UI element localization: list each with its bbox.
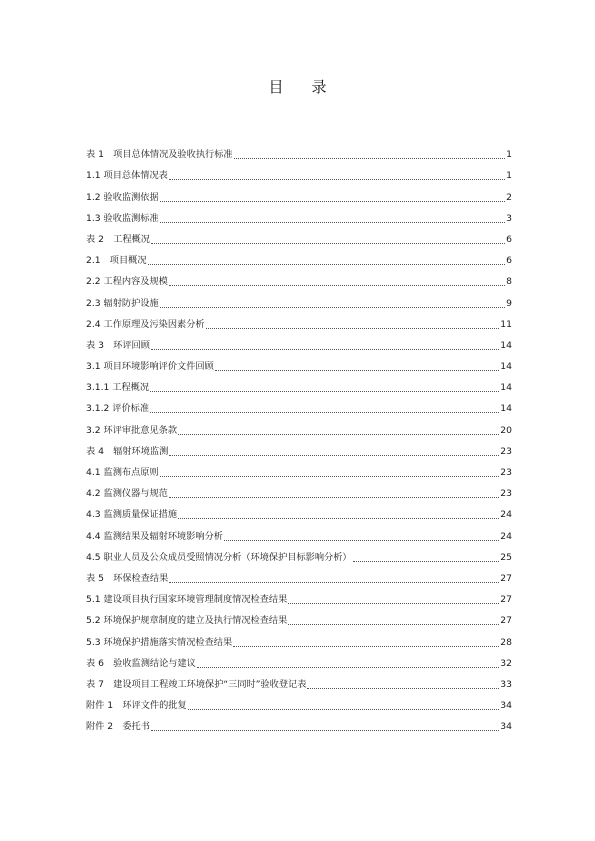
toc-entry-text: 表 1 项目总体情况及验收执行标准 [86, 149, 233, 161]
toc-entry[interactable] [86, 415, 512, 436]
toc-entry-page: 8 [506, 276, 512, 288]
toc-entry-text: 2.2 工程内容及规模 [86, 276, 168, 288]
toc-dot-leader [288, 623, 499, 625]
toc-entry-text: 4.4 监测结果及辐射环境影响分析 [86, 530, 223, 542]
toc-dot-leader [150, 390, 499, 392]
toc-entry-text: 4.1 监测布点原则 [86, 467, 159, 478]
toc-dot-leader [206, 327, 500, 329]
toc-dot-leader [160, 200, 505, 202]
toc-entry-text: 附件 2 委托书 [86, 721, 150, 733]
toc-entry[interactable] [86, 691, 512, 712]
toc-entry-page: 24 [500, 530, 512, 542]
toc-entry[interactable] [86, 627, 512, 648]
toc-dot-leader [224, 539, 499, 541]
toc-entry-page: 33 [500, 678, 512, 690]
toc-dot-leader [188, 708, 500, 710]
toc-dot-leader [169, 581, 499, 583]
toc-entry[interactable] [86, 373, 512, 394]
toc-dot-leader [150, 411, 499, 413]
toc-entry-page: 28 [500, 636, 512, 648]
toc-entry-text: 2.3 辐射防护设施 [86, 297, 159, 309]
toc-entry[interactable] [86, 394, 512, 415]
toc-entry[interactable] [86, 500, 512, 521]
toc-entry-text: 表 4 辐射环境监测 [86, 445, 169, 457]
toc-entry-text: 表 3 环评回顾 [86, 339, 150, 351]
toc-entry-text: 3.1 项目环境影响评价文件回顾 [86, 361, 214, 373]
toc-entry-text: 表 5 环保检查结果 [86, 572, 169, 584]
toc-dot-leader [160, 221, 505, 223]
toc-entry-text: 2.1 项目概况 [86, 255, 147, 267]
toc-entry-page: 23 [500, 488, 512, 500]
toc-entry[interactable] [86, 246, 512, 267]
toc-dot-leader [169, 284, 505, 286]
toc-dot-leader [234, 157, 506, 159]
toc-entry[interactable] [86, 267, 512, 288]
toc-entry-page: 2 [506, 191, 512, 203]
toc-entry[interactable] [86, 458, 512, 479]
toc-entry-text: 4.3 监测质量保证措施 [86, 509, 178, 521]
toc-dot-leader [169, 496, 499, 498]
toc-entry[interactable] [86, 543, 512, 564]
toc-entry-text: 1.1 项目总体情况表 [86, 170, 168, 182]
toc-dot-leader [215, 369, 500, 371]
toc-entry-page: 1 [506, 170, 512, 182]
toc-dot-leader [160, 306, 505, 308]
toc-entry-text: 附件 1 环评文件的批复 [86, 700, 187, 712]
toc-entry-text: 4.5 职业人员及公众成员受照情况分析（环境保护目标影响分析） [86, 551, 352, 563]
toc-entry-text: 5.1 建设项目执行国家环境管理制度情况检查结果 [86, 594, 288, 606]
toc-dot-leader [151, 242, 505, 244]
toc-list [86, 140, 512, 733]
toc-dot-leader [353, 560, 500, 562]
toc-entry-text: 2.4 工作原理及污染因素分析 [86, 318, 205, 330]
toc-entry[interactable] [86, 140, 512, 161]
toc-dot-leader [288, 602, 499, 604]
toc-entry[interactable] [86, 479, 512, 500]
toc-dot-leader [169, 454, 499, 456]
toc-title-right: 录 [311, 78, 327, 96]
toc-entry-page: 27 [500, 615, 512, 627]
toc-dot-leader [169, 178, 505, 180]
toc-dot-leader [178, 433, 499, 435]
toc-entry-text: 表 6 验收监测结论与建议 [86, 657, 196, 669]
toc-entry[interactable] [86, 182, 512, 203]
toc-entry-text: 5.3 环境保护措施落实情况检查结果 [86, 636, 233, 648]
toc-entry[interactable] [86, 204, 512, 225]
toc-entry-text: 5.2 环境保护规章制度的建立及执行情况检查结果 [86, 615, 288, 627]
toc-entry[interactable] [86, 225, 512, 246]
toc-entry[interactable] [86, 352, 512, 373]
toc-entry-page: 32 [500, 657, 512, 669]
toc-entry-page: 6 [506, 233, 512, 245]
toc-entry[interactable] [86, 670, 512, 691]
toc-entry[interactable] [86, 437, 512, 458]
toc-entry-page: 34 [500, 700, 512, 712]
toc-entry[interactable] [86, 564, 512, 585]
toc-entry-page: 9 [506, 297, 512, 309]
toc-entry-page: 1 [506, 149, 512, 161]
toc-entry-page: 27 [500, 572, 512, 584]
toc-title [0, 76, 595, 97]
toc-entry[interactable] [86, 712, 512, 733]
toc-entry-page: 34 [500, 721, 512, 733]
toc-entry[interactable] [86, 649, 512, 670]
toc-entry-page: 14 [500, 339, 512, 351]
toc-entry[interactable] [86, 161, 512, 182]
toc-dot-leader [151, 729, 499, 731]
toc-dot-leader [197, 666, 499, 668]
toc-entry-text: 表 7 建设项目工程竣工环境保护“三同时”验收登记表 [86, 678, 307, 690]
toc-entry[interactable] [86, 288, 512, 309]
toc-entry-text: 1.2 验收监测依据 [86, 191, 159, 203]
toc-title-left: 目 [268, 78, 284, 96]
toc-dot-leader [148, 263, 506, 265]
toc-dot-leader [233, 645, 499, 647]
toc-entry-text: 4.2 监测仪器与规范 [86, 488, 168, 500]
toc-entry-page: 23 [500, 467, 512, 478]
toc-dot-leader [151, 348, 499, 350]
toc-entry-text: 表 2 工程概况 [86, 233, 150, 245]
toc-entry-page: 14 [500, 361, 512, 373]
toc-entry[interactable] [86, 310, 512, 331]
toc-entry[interactable] [86, 521, 512, 542]
toc-entry-text: 1.3 验收监测标准 [86, 212, 159, 224]
toc-entry[interactable] [86, 585, 512, 606]
toc-dot-leader [178, 517, 499, 519]
toc-entry-page: 6 [506, 255, 512, 267]
toc-entry-page: 3 [506, 212, 512, 224]
toc-dot-leader [160, 475, 500, 477]
toc-entry[interactable] [86, 331, 512, 352]
toc-entry-text: 3.1.1 工程概况 [86, 382, 150, 394]
toc-entry-page: 14 [500, 403, 512, 415]
toc-entry-text: 3.2 环评审批意见条款 [86, 424, 178, 436]
toc-entry-page: 20 [500, 424, 512, 436]
toc-entry-page: 27 [500, 594, 512, 606]
toc-entry-text: 3.1.2 评价标准 [86, 403, 150, 415]
toc-entry[interactable] [86, 606, 512, 627]
toc-entry-page: 11 [500, 318, 512, 330]
toc-entry-page: 14 [500, 382, 512, 394]
toc-entry-page: 23 [500, 445, 512, 457]
toc-entry-page: 25 [500, 551, 512, 563]
toc-entry-page: 24 [500, 509, 512, 521]
toc-dot-leader [307, 687, 499, 689]
